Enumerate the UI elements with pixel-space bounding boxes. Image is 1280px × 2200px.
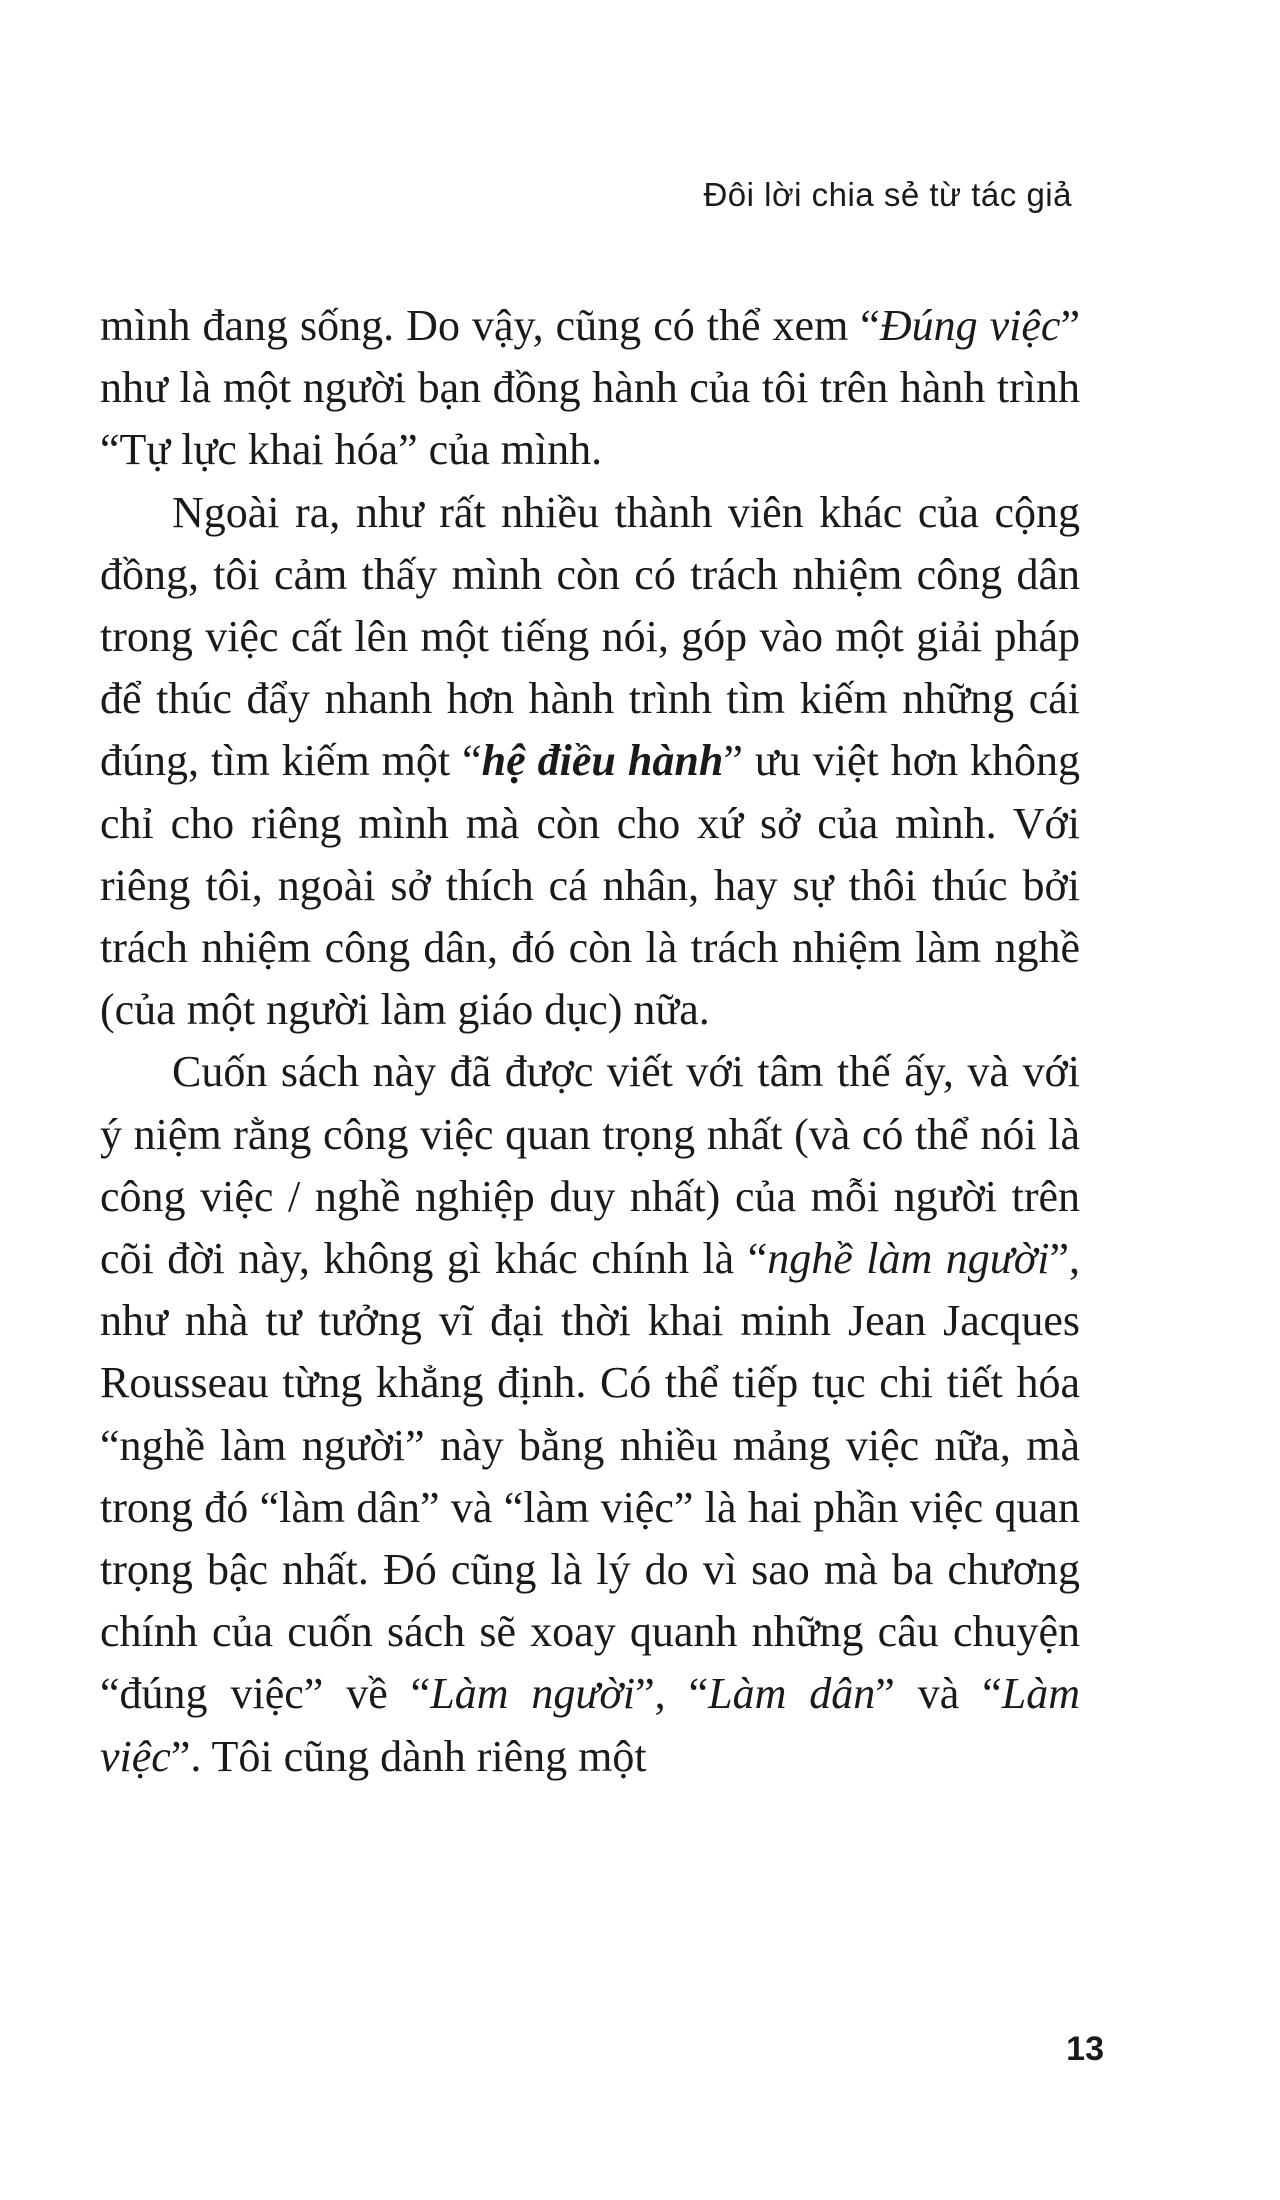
paragraph: [100, 295, 1080, 482]
running-header: Đôi lời chia sẻ từ tác giả: [703, 176, 1072, 213]
emphasized-text: nghề làm người: [767, 1234, 1050, 1284]
text-run: Cuốn sách này đã được viết với tâm thế ấy, và với ý niệm rằng công việc quan trọng nhất (và có thể nói là công việc / nghề nghiệp duy nhất) của mỗi người trên cõi đời này, không gì khác chính là “: [100, 1047, 1080, 1284]
paragraph: [100, 482, 1080, 1042]
body-text: [100, 295, 1080, 1788]
text-run: Ngoài ra, như rất nhiều thành viên khác của cộng đồng, tôi cảm thấy mình còn có trách nhiệm công dân trong việc cất lên một tiếng nói, góp vào một giải pháp để thúc đẩy nhanh hơn hành trình tìm kiếm những cái đúng, tìm kiếm một “: [100, 487, 1080, 786]
emphasized-text: Làm việc: [100, 1669, 1081, 1781]
text-run: ” như là một người bạn đồng hành của tôi trên hành trình “Tự lực khai hóa” của mình.: [100, 301, 1080, 475]
emphasized-text: Đúng việc: [879, 301, 1061, 350]
text-run: mình đang sống. Do vậy, cũng có thể xem “: [100, 301, 880, 350]
paragraph: [100, 1041, 1080, 1787]
text-run: ”. Tôi cũng dành riêng một: [170, 1731, 647, 1781]
emphasized-text: Làm người: [430, 1669, 636, 1719]
text-run: ” và “: [875, 1669, 1002, 1719]
page-number: 13: [1066, 2030, 1104, 2068]
text-run: ”, “: [635, 1669, 709, 1719]
text-run: ” ưu việt hơn không chỉ cho riêng mình mà còn cho xứ sở của mình. Với riêng tôi, ngoài sở thích cá nhân, hay sự thôi thúc bởi trách nhiệm công dân, đó còn là trách nhiệm làm nghề (của một người làm giáo dục) nữa.: [100, 736, 1080, 1035]
emphasized-text: hệ điều hành: [481, 736, 724, 786]
emphasized-text: Làm dân: [708, 1669, 876, 1719]
text-run: ”, như nhà tư tưởng vĩ đại thời khai minh Jean Jacques Rousseau từng khẳng định. Có thể tiếp tục chi tiết hóa “nghề làm người” này bằng nhiều mảng việc nữa, mà trong đó “làm dân” và “làm việc” là hai phần việc quan trọng bậc nhất. Đó cũng là lý do vì sao mà ba chương chính của cuốn sách sẽ xoay quanh những câu chuyện “đúng việc” về “: [100, 1234, 1080, 1719]
